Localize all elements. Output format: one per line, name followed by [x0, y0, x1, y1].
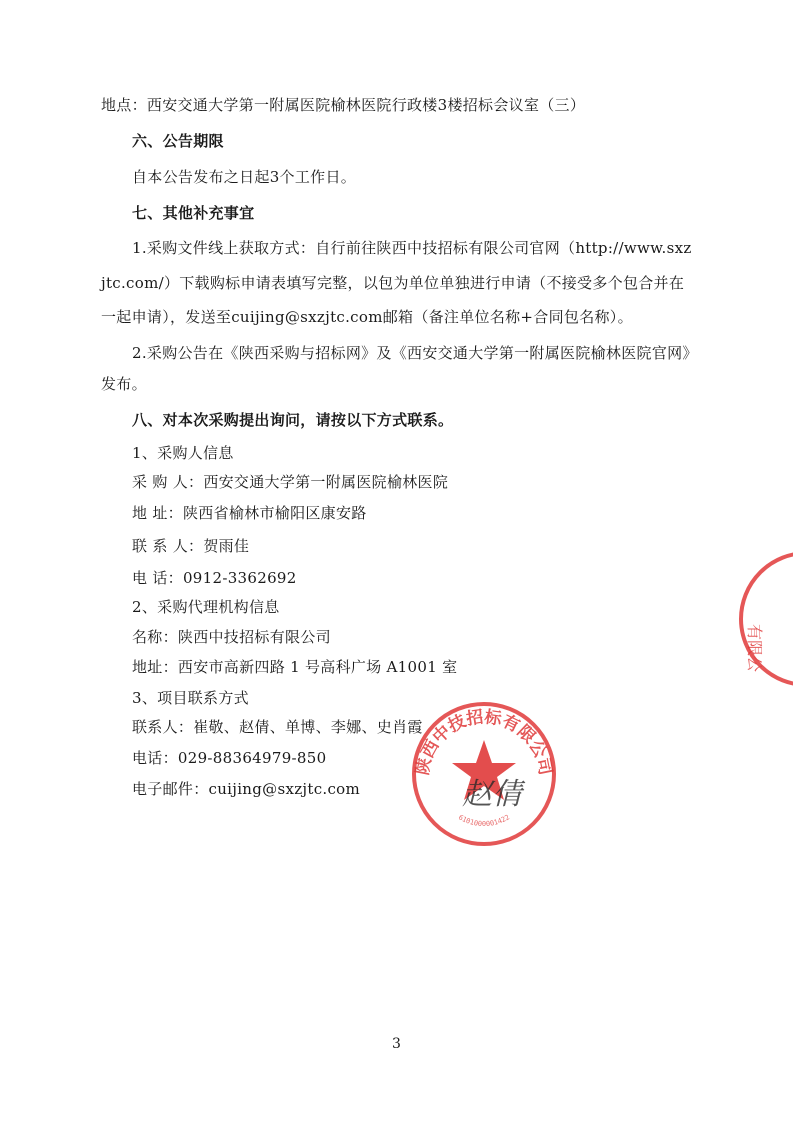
project-phone: 电话：029-88364979-850 — [132, 749, 327, 767]
purchaser-name: 采 购 人：西安交通大学第一附属医院榆林医院 — [132, 473, 449, 491]
seal-serial: 6101000001422 — [456, 813, 512, 829]
agency-name: 名称：陕西中技招标有限公司 — [132, 628, 331, 646]
section8-heading: 八、对本次采购提出询问，请按以下方式联系。 — [132, 411, 454, 429]
project-email: 电子邮件：cuijing@sxzjtc.com — [132, 780, 361, 798]
purchaser-contact: 联 系 人：贺雨佳 — [132, 537, 250, 555]
section7-item1-line3: 一起申请），发送至cuijing@sxzjtc.com邮箱（备注单位名称+合同包名称）。 — [101, 308, 633, 326]
svg-text:赵倩: 赵倩 — [462, 777, 522, 812]
purchaser-address: 地 址：陕西省榆林市榆阳区康安路 — [132, 504, 367, 522]
location-line: 地点：西安交通大学第一附属医院榆林医院行政楼3楼招标会议室（三） — [101, 96, 586, 114]
section7-heading: 七、其他补充事宜 — [132, 204, 255, 222]
section7-item1-line1: 1.采购文件线上获取方式：自行前往陕西中技招标有限公司官网（http://www.sxz — [132, 239, 692, 257]
project-contacts: 联系人：崔敬、赵倩、单博、李娜、史肖霞 — [132, 718, 423, 736]
purchaser-heading: 1、采购人信息 — [132, 444, 234, 462]
project-heading: 3、项目联系方式 — [132, 689, 249, 707]
section7-item2-line2: 发布。 — [101, 375, 147, 393]
edge-seal — [735, 548, 793, 690]
seal-org-text: 陕西中技招标有限公司 — [412, 707, 556, 777]
agency-address: 地址：西安市高新四路 1 号高科广场 A1001 室 — [132, 658, 458, 676]
edge-seal-text: 有限公 — [745, 624, 764, 673]
section7-item2-line1: 2.采购公告在《陕西采购与招标网》及《西安交通大学第一附属医院榆林医院官网》 — [132, 344, 698, 362]
section6-heading: 六、公告期限 — [132, 132, 224, 150]
signature — [458, 770, 538, 814]
section6-body: 自本公告发布之日起3个工作日。 — [132, 168, 357, 186]
section7-item1-line2: jtc.com/）下载购标申请表填写完整，以包为单位单独进行申请（不接受多个包合并在 — [101, 274, 685, 292]
page-number: 3 — [392, 1036, 401, 1052]
purchaser-phone: 电 话：0912-3362692 — [132, 569, 297, 587]
agency-heading: 2、采购代理机构信息 — [132, 598, 280, 616]
